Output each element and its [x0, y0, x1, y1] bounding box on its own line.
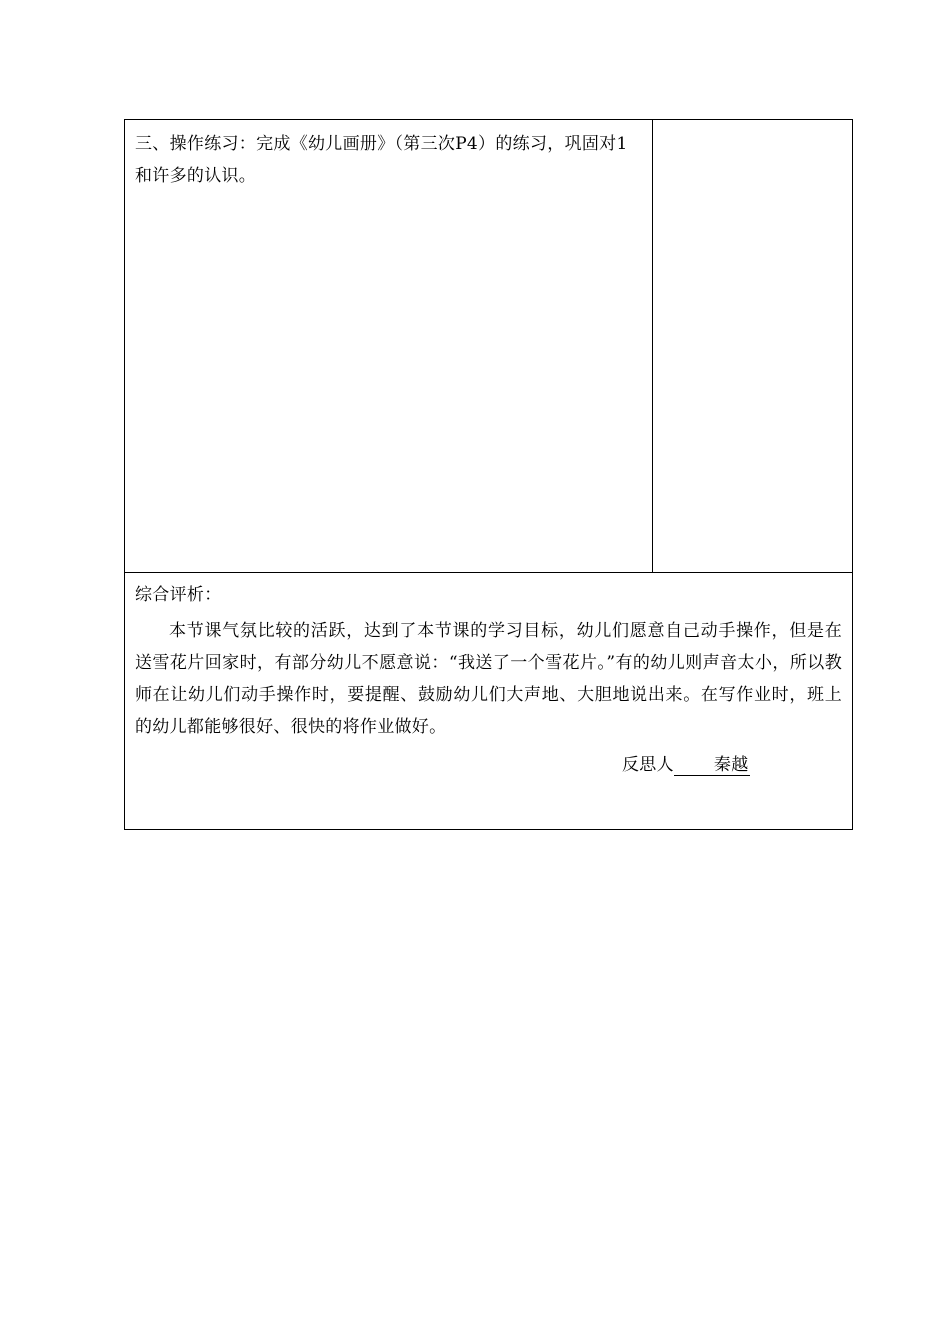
signature-line: [135, 749, 842, 781]
review-cell: [125, 573, 853, 830]
review-heading: 综合评析：: [135, 585, 222, 605]
signature-name: 秦越: [674, 755, 750, 776]
activity-text: 三、操作练习：完成《幼儿画册》（第三次P4）的练习，巩固对1和许多的认识。: [135, 134, 628, 186]
activity-cell: [125, 120, 653, 573]
notes-cell: [653, 120, 853, 573]
review-row: [125, 573, 853, 830]
activity-row: [125, 120, 853, 573]
review-body: 本节课气氛比较的活跃，达到了本节课的学习目标，幼儿们愿意自己动手操作，但是在送雪花片回家时，有部分幼儿不愿意说：“我送了一个雪花片。”有的幼儿则声音太小，所以教师在让幼儿们动手操作时，要提醒、鼓励幼儿们大声地、大胆地说出来。在写作业时，班上的幼儿都能够很好、很快的将作业做好。: [135, 621, 842, 737]
lesson-table: [124, 119, 853, 830]
signature-label: 反思人: [622, 755, 674, 775]
